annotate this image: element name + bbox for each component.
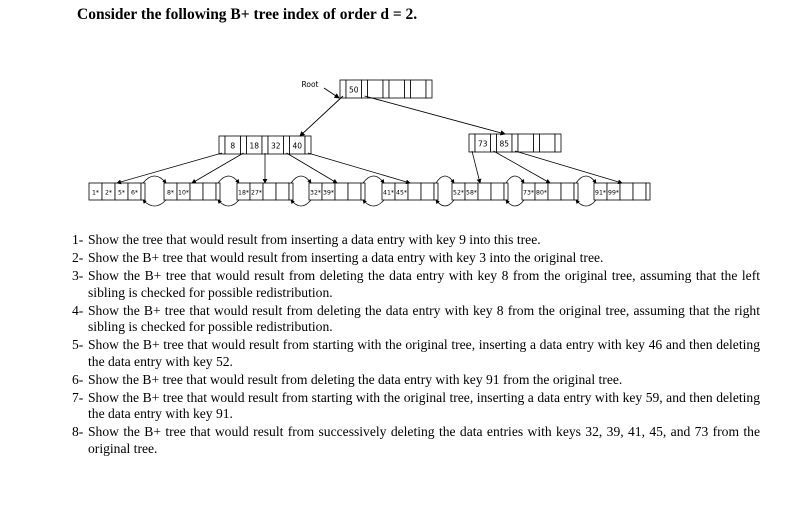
internal-node-right-key-slot: [518, 134, 534, 152]
question-text: Show the B+ tree that would result from deleting the data entry with key 8 from the original tree, assuming that the right sibling is checked for possible redistribution.: [88, 302, 760, 335]
internal-node-right-pointer-slot: [512, 134, 518, 152]
internal-node-right-pointer-slot: [534, 134, 540, 152]
problem-title: Consider the following B+ tree index of order d = 2.: [77, 6, 418, 23]
leaf-entry-slot: [548, 183, 561, 200]
question-text: Show the B+ tree that would result from deleting the data entry with key 8 from the original tree, assuming that the left sibling is checked for possible redistribution.: [88, 267, 760, 300]
question-number: 5-: [72, 337, 84, 353]
leaf-data-entry: 1*: [91, 189, 100, 197]
internal-node-left-key: 8: [230, 141, 236, 151]
question-item: [72, 424, 760, 457]
leaf-sibling-link: [291, 176, 311, 183]
internal-node-left-key: 40: [292, 141, 303, 151]
question-item: [72, 372, 760, 389]
root-node-key: 50: [348, 85, 359, 95]
root-node-pointer-slot: [340, 80, 346, 98]
question-text: Show the tree that would result from inserting a data entry with key 9 into this tree.: [88, 232, 541, 247]
leaf-entry-slot: [203, 183, 216, 200]
question-number: 6-: [72, 371, 84, 387]
question-number: 7-: [72, 389, 84, 405]
internal-node-left-pointer-slot: [284, 136, 290, 154]
question-text: Show the B+ tree that would result from deleting the data entry with key 91 from the original tree.: [88, 371, 623, 387]
leaf-data-entry: 8*: [166, 189, 175, 197]
leaf-data-entry: 39*: [323, 189, 334, 197]
internal-node-right-pointer-slot: [491, 134, 497, 152]
question-item: [72, 232, 760, 249]
leaf-sibling-link: [291, 200, 311, 206]
leaf-sibling-link: [363, 200, 384, 206]
leaf-entry-slot: [421, 183, 434, 200]
leaf-entry-slot: [478, 183, 491, 200]
internal-node-right-key-slot: [540, 134, 556, 152]
internal-node-right-pointer-slot: [555, 134, 561, 152]
question-text: Show the B+ tree that would result from inserting a data entry with key 3 into the original tree.: [88, 249, 604, 265]
question-item: [72, 337, 760, 370]
leaf-sibling-pointer: [289, 183, 293, 200]
tree-edge: [472, 151, 480, 183]
leaf-sibling-link: [436, 176, 454, 183]
leaf-sibling-pointer: [141, 183, 145, 200]
question-text: Show the B+ tree that would result from starting with the original tree, inserting a data entry with key 59, and then deleting the data entry with key 91.: [88, 389, 760, 422]
leaf-entry-slot: [348, 183, 361, 200]
internal-node-left-key: 32: [270, 141, 281, 151]
tree-edge: [287, 153, 338, 183]
leaf-sibling-link: [218, 200, 239, 206]
question-item: [72, 303, 760, 336]
tree-edge: [494, 151, 551, 183]
tree-edge: [300, 96, 343, 136]
bplus-tree-diagram: [0, 0, 806, 230]
internal-node-left-key: 18: [249, 141, 260, 151]
leaf-entry-slot: [263, 183, 276, 200]
question-text: Show the B+ tree that would result from starting with the original tree, inserting a data entry with key 46 and then deleting the data entry with key 52.: [88, 337, 760, 369]
leaf-sibling-link: [143, 176, 166, 183]
root-node-key-slot: [368, 80, 384, 98]
leaf-sibling-pointer: [216, 183, 220, 200]
tree-edge: [308, 153, 410, 183]
leaf-entry-slot: [335, 183, 348, 200]
tree-edge: [117, 153, 222, 183]
tree-edge: [515, 151, 622, 183]
question-number: 2-: [72, 249, 84, 265]
leaf-data-entry: 6*: [130, 189, 139, 197]
leaf-sibling-link: [576, 200, 596, 206]
leaf-sibling-link: [363, 176, 384, 183]
leaf-entry-slot: [633, 183, 646, 200]
leaf-sibling-pointer: [434, 183, 438, 200]
leaf-sibling-link: [506, 200, 524, 206]
root-node-key-slot: [389, 80, 405, 98]
question-list: [72, 232, 760, 459]
question-number: 4-: [72, 302, 84, 318]
question-item: [72, 250, 760, 267]
leaf-entry-slot: [276, 183, 289, 200]
leaf-sibling-link: [506, 176, 524, 183]
root-arrow: [324, 88, 339, 98]
leaf-data-entry: 10*: [178, 189, 189, 197]
leaf-data-entry: 99*: [608, 189, 619, 197]
leaf-data-entry: 32*: [310, 189, 321, 197]
root-node-pointer-slot: [405, 80, 411, 98]
internal-node-right-key: 73: [477, 139, 488, 149]
internal-node-left-pointer-slot: [262, 136, 268, 154]
internal-node-left-pointer-slot: [305, 136, 311, 154]
leaf-sibling-link: [576, 176, 596, 183]
leaf-sibling-pointer: [361, 183, 365, 200]
leaf-data-entry: 18*: [238, 189, 249, 197]
question-number: 3-: [72, 267, 84, 283]
leaf-sibling-pointer: [504, 183, 508, 200]
leaf-data-entry: 80*: [536, 189, 547, 197]
root-node-key-slot: [411, 80, 427, 98]
leaf-entry-slot: [561, 183, 574, 200]
leaf-data-entry: 27*: [251, 189, 262, 197]
leaf-entry-slot: [190, 183, 203, 200]
root-node-pointer-slot: [426, 80, 432, 98]
leaf-sibling-pointer: [574, 183, 578, 200]
tree-edge: [192, 153, 244, 183]
leaf-data-entry: 73*: [523, 189, 534, 197]
internal-node-right-key: 85: [499, 139, 510, 149]
leaf-entry-slot: [491, 183, 504, 200]
question-item: [72, 390, 760, 423]
leaf-entry-slot: [408, 183, 421, 200]
root-node-pointer-slot: [362, 80, 368, 98]
leaf-data-entry: 91*: [595, 189, 606, 197]
leaf-data-entry: 5*: [117, 189, 126, 197]
leaf-data-entry: 2*: [104, 189, 113, 197]
question-text: Show the B+ tree that would result from successively deleting the data entries with keys 32, 39, 41, 45, and 73 from the original tree.: [88, 424, 760, 456]
internal-node-left-pointer-slot: [219, 136, 225, 154]
leaf-data-entry: 41*: [383, 189, 394, 197]
leaf-sibling-link: [143, 200, 166, 206]
question-number: 8-: [72, 424, 84, 440]
leaf-data-entry: 45*: [396, 189, 407, 197]
leaf-data-entry: 58*: [466, 189, 477, 197]
question-item: [72, 268, 760, 301]
leaf-sibling-link: [218, 176, 239, 183]
internal-node-right-pointer-slot: [469, 134, 475, 152]
question-number: 1-: [72, 232, 84, 247]
leaf-data-entry: 52*: [453, 189, 464, 197]
root-label: Root: [301, 80, 319, 89]
internal-node-left-pointer-slot: [241, 136, 247, 154]
leaf-sibling-pointer: [646, 183, 650, 200]
root-node-pointer-slot: [383, 80, 389, 98]
leaf-entry-slot: [620, 183, 633, 200]
leaf-sibling-link: [436, 200, 454, 206]
tree-edge: [365, 96, 506, 134]
